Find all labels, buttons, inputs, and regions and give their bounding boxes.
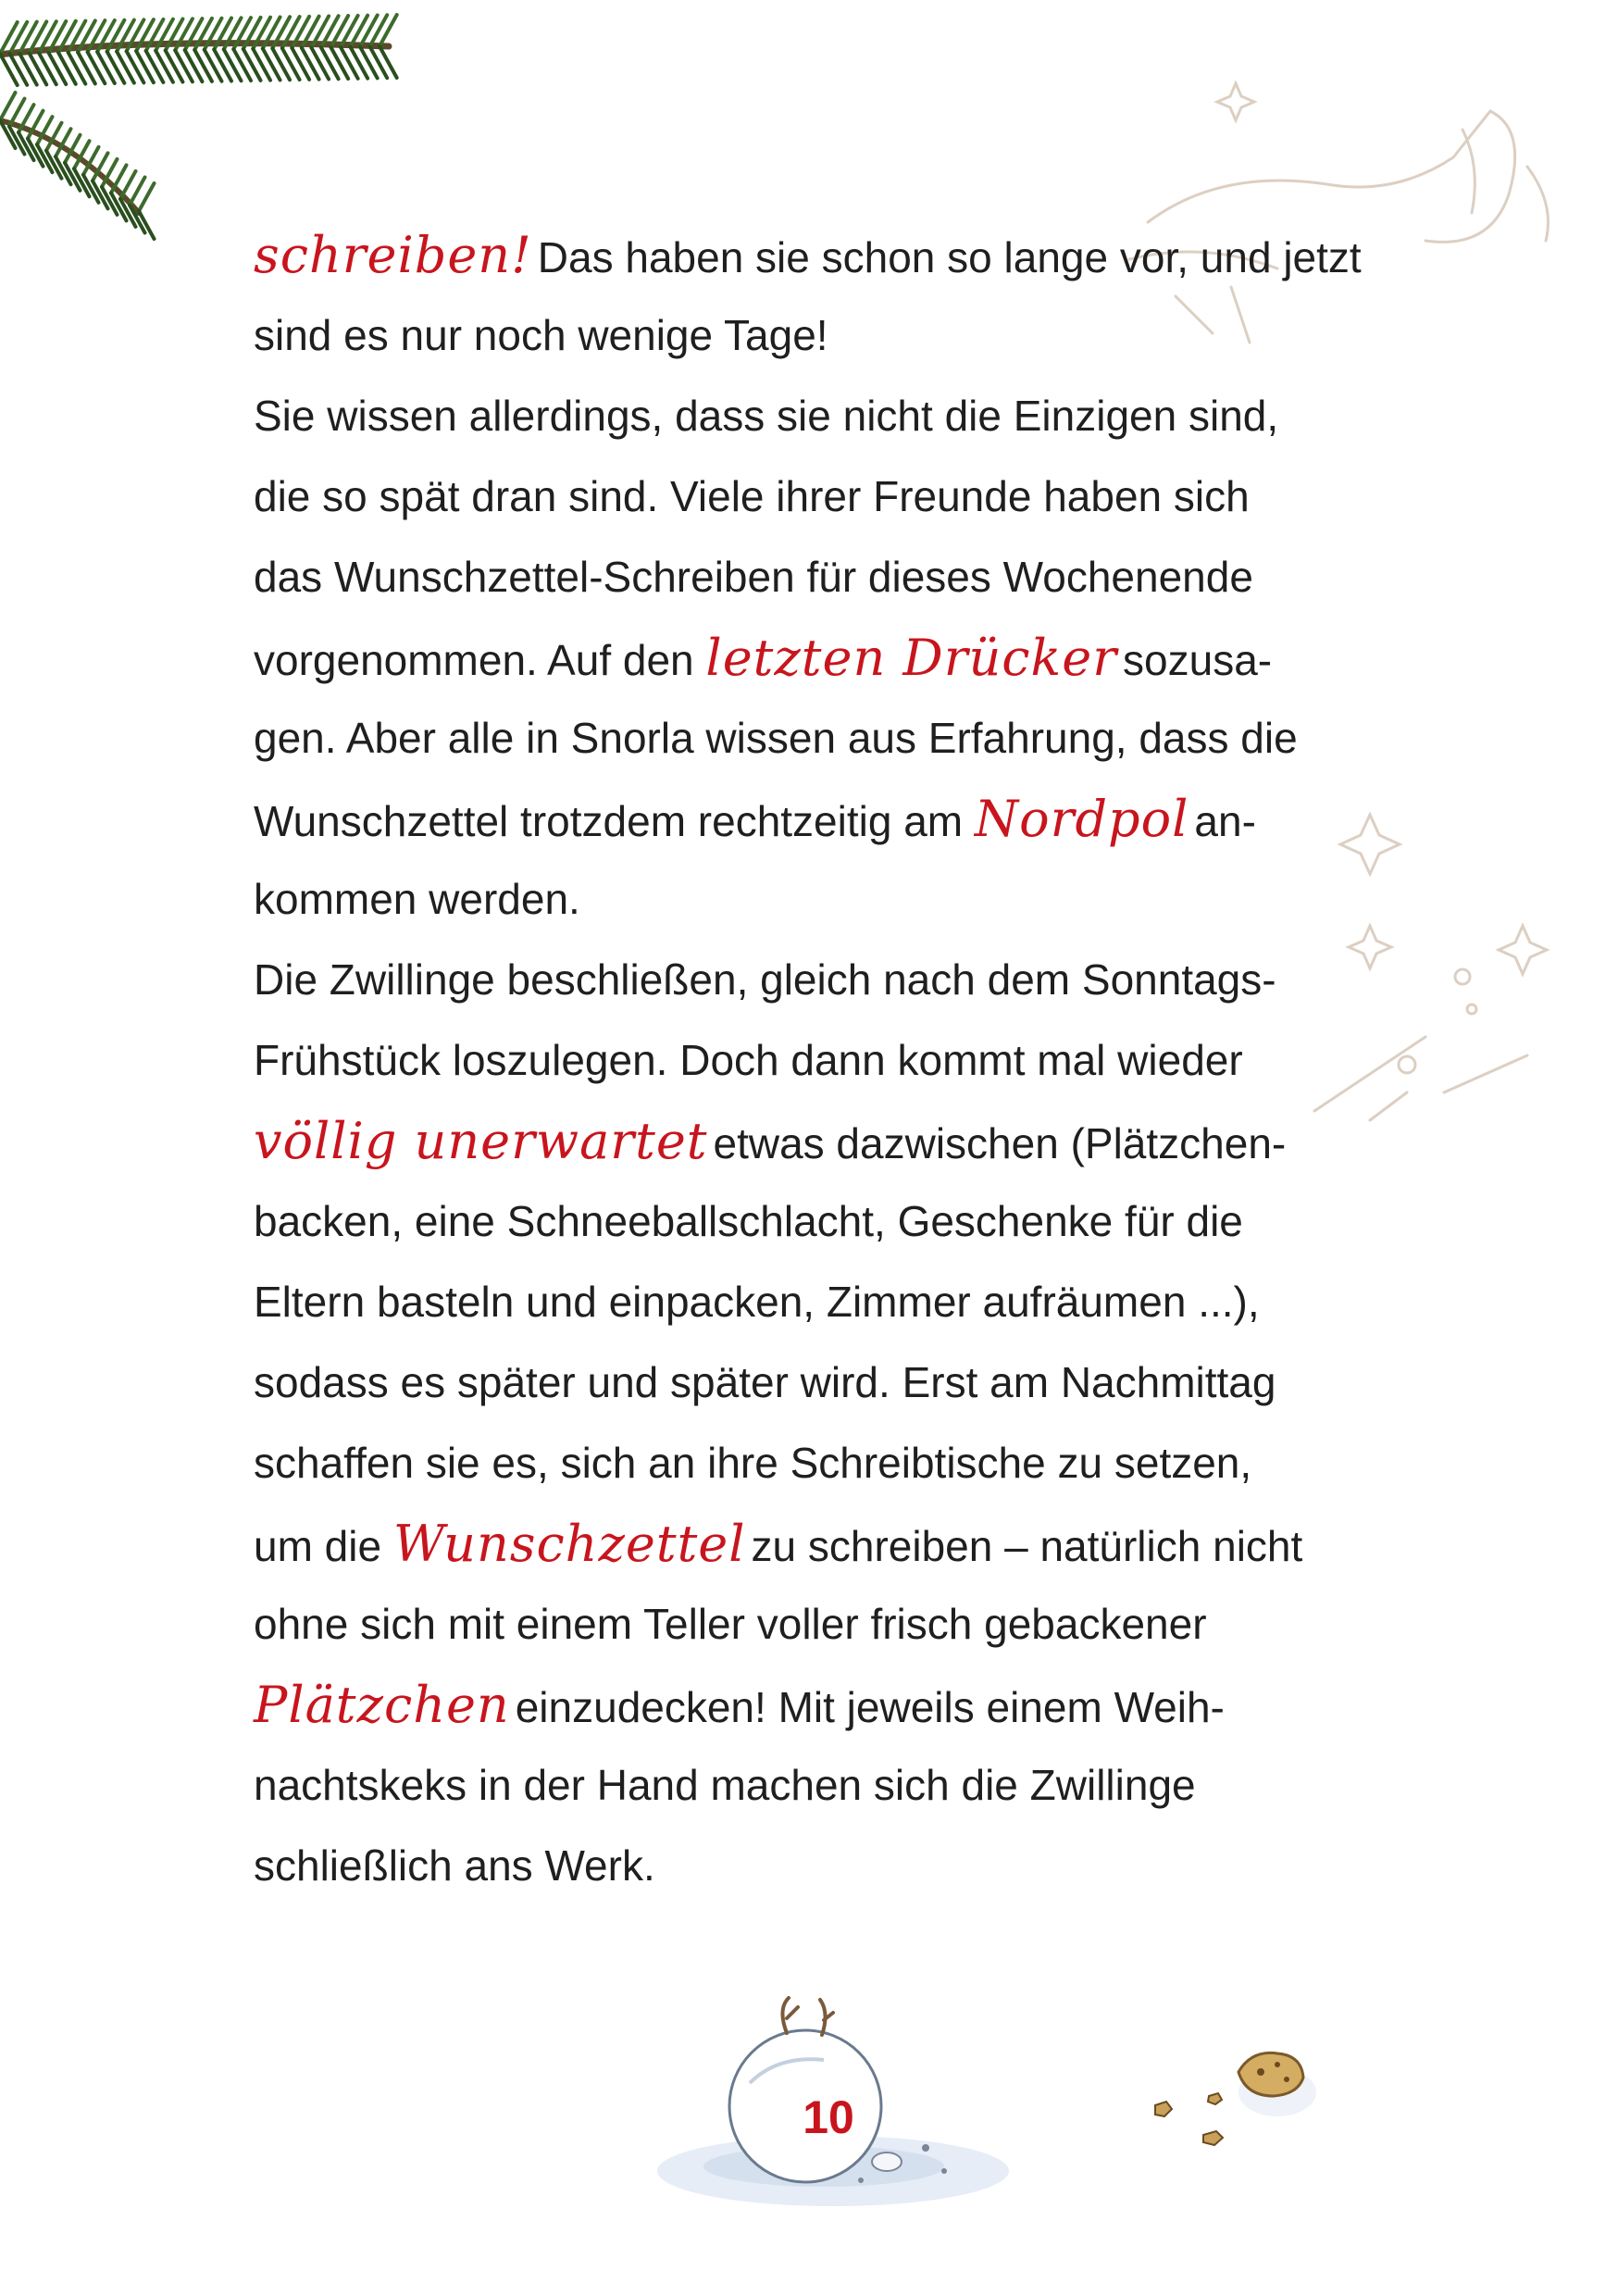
- text-line: [254, 779, 1420, 859]
- text-line: [254, 1101, 1420, 1181]
- text-segment: sodass es später und später wird. Erst am Nachmittag: [254, 1358, 1276, 1406]
- text-segment: die so spät dran sind. Viele ihrer Freunde haben sich: [254, 472, 1250, 520]
- text-line: [254, 1584, 1420, 1665]
- text-segment: einzudecken! Mit jeweils einem Weih-: [515, 1683, 1225, 1731]
- text-segment: Frühstück loszulegen. Doch dann kommt mal wieder: [254, 1036, 1243, 1084]
- text-line: [254, 698, 1420, 779]
- text-segment: Wunschzettel trotzdem rechtzeitig am: [254, 797, 975, 845]
- text-segment: vorgenommen. Auf den: [254, 636, 706, 684]
- text-line: [254, 1504, 1420, 1584]
- handwritten-highlight: Plätzchen: [254, 1676, 510, 1734]
- text-line: [254, 376, 1420, 456]
- handwritten-highlight: Nordpol: [974, 790, 1189, 848]
- handwritten-highlight: Wunschzettel: [392, 1515, 746, 1573]
- text-segment: ohne sich mit einem Teller voller frisch gebackener: [254, 1600, 1207, 1648]
- text-line: [254, 1262, 1420, 1342]
- text-segment: Die Zwillinge beschließen, gleich nach dem Sonntags-: [254, 955, 1276, 1004]
- text-segment: sind es nur noch wenige Tage!: [254, 311, 828, 359]
- text-line: [254, 940, 1420, 1020]
- handwritten-highlight: völlig unerwartet: [254, 1112, 708, 1170]
- handwritten-highlight: schreiben!: [254, 226, 532, 284]
- text-segment: zu schreiben – natürlich nicht: [751, 1522, 1303, 1570]
- text-line: [254, 537, 1420, 618]
- text-line: [254, 1665, 1420, 1745]
- text-line: [254, 1181, 1420, 1262]
- text-segment: backen, eine Schneeballschlacht, Geschenke für die: [254, 1197, 1243, 1245]
- text-line: [254, 618, 1420, 698]
- text-segment: Das haben sie schon so lange vor, und jetzt: [537, 233, 1362, 281]
- text-segment: Eltern basteln und einpacken, Zimmer aufräumen ...),: [254, 1278, 1260, 1326]
- text-segment: das Wunschzettel-Schreiben für dieses Wochenende: [254, 553, 1253, 601]
- text-segment: etwas dazwischen (Plätzchen-: [713, 1119, 1287, 1167]
- text-line: [254, 1826, 1420, 1906]
- story-text: [254, 215, 1420, 1906]
- text-line: [254, 1423, 1420, 1504]
- handwritten-highlight: letzten Drücker: [705, 629, 1118, 687]
- text-line: [254, 456, 1420, 537]
- text-line: [254, 295, 1420, 376]
- text-segment: kommen werden.: [254, 875, 580, 923]
- text-segment: um die: [254, 1522, 393, 1570]
- text-line: [254, 215, 1420, 295]
- text-segment: Sie wissen allerdings, dass sie nicht die Einzigen sind,: [254, 392, 1279, 440]
- text-segment: gen. Aber alle in Snorla wissen aus Erfahrung, dass die: [254, 714, 1298, 762]
- cookie-crumbs-illustration: [1139, 2037, 1379, 2185]
- text-segment: sozusa-: [1123, 636, 1273, 684]
- text-line: [254, 859, 1420, 940]
- text-segment: nachtskeks in der Hand machen sich die Zwillinge: [254, 1761, 1196, 1809]
- text-segment: schaffen sie es, sich an ihre Schreibtische zu setzen,: [254, 1439, 1252, 1487]
- text-line: [254, 1745, 1420, 1826]
- text-line: [254, 1020, 1420, 1101]
- page-number: 10: [803, 2091, 854, 2143]
- text-segment: schließlich ans Werk.: [254, 1841, 655, 1890]
- text-segment: an-: [1194, 797, 1256, 845]
- text-line: [254, 1342, 1420, 1423]
